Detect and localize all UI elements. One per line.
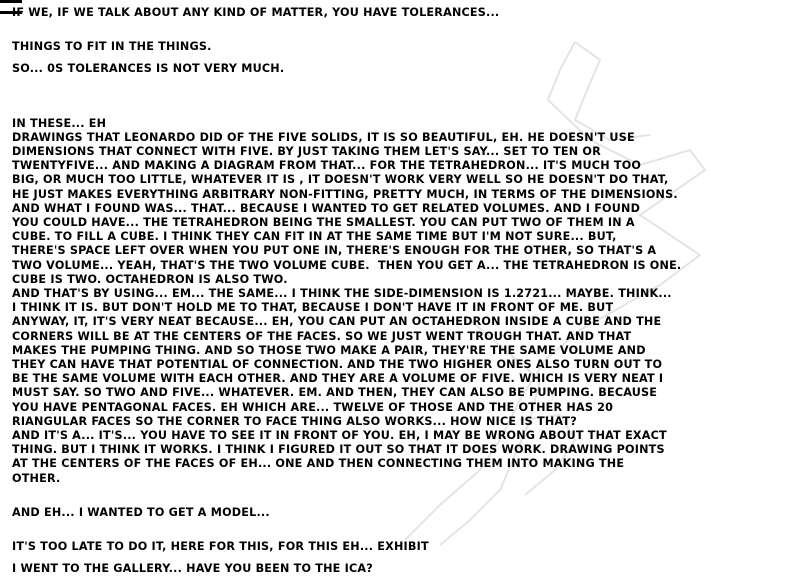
paragraph-tolerances: IF WE, IF WE TALK ABOUT ANY KIND OF MATTER, YOU HAVE TOLERANCES... xyxy=(12,6,500,19)
paragraph-gallery: I WENT TO THE GALLERY... HAVE YOU BEEN TO THE ICA? xyxy=(12,562,373,576)
paragraph-get-a-model: AND EH... I WANTED TO GET A MODEL... xyxy=(12,505,270,519)
paragraph-things-to-fit: THINGS TO FIT IN THE THINGS. xyxy=(12,40,212,54)
paragraph-leonardo-solids: IN THESE... EH DRAWINGS THAT LEONARDO DID OF THE FIVE SOLIDS, IT IS SO BEAUTIFUL, EH. HE DOESN'T USE DIMENSIONS THAT CONNECT WITH FIVE. BY JUST TAKING THEM LET'S SAY... SET TO TEN OR TWENTYFIVE... AND MAKING A DIAGRAM FROM THAT... FOR THE TETRAHEDRON... IT'S MUCH TOO BIG, OR MUCH TOO LITTLE, WHATEVER IT IS , IT DOESN'T WORK VERY WELL SO HE DOESN'T DO THAT, HE JUST MAKES EVERYTHING ARBITRARY NON-FITTING, PRETTY MUCH, IN TERMS OF THE DIMENSIONS. AND WHAT I FOUND WAS... THAT... BECAUSE I WANTED TO GET RELATED VOLUMES. AND I FOUND YOU COULD HAVE... THE TETRAHEDRON BEING THE SMALLEST. YOU CAN PUT TWO OF THEM IN A CUBE. TO FILL A CUBE. I THINK THEY CAN FIT IN AT THE SAME TIME BUT I'M NOT SURE... BUT, THERE'S SPACE LEFT OVER WHEN YOU PUT ONE IN, THERE'S ENOUGH FOR THE OTHER, SO THAT'S A TWO VOLUME... YEAH, THAT'S THE TWO VOLUME CUBE. THEN YOU GET A... THE TETRAHEDRON IS ONE. CUBE IS TWO. OCTAHEDRON IS ALSO TWO. AND THAT'S BY USING... EM... THE SAME... I THINK THE SIDE-DIMENSION IS 1.2721... MAYBE. THINK... I THINK IT IS. BUT DON'T HOLD ME TO THAT, BECAUSE I DON'T HAVE IT IN FRONT OF ME. BUT ANYWAY, IT, IT'S VERY NEAT BECAUSE... EH, YOU CAN PUT AN OCTAHEDRON INSIDE A CUBE AND THE CORNERS WILL BE AT THE CENTERS OF THE FACES. SO WE JUST WENT TROUGH THAT. AND THAT MAKES THE PUMPING THING. AND SO THOSE TWO MAKE A PAIR, THEY'RE THE SAME VOLUME AND THEY CAN HAVE THAT POTENTIAL OF CONNECTION. AND THE TWO HIGHER ONES ALSO TURN OUT TO BE THE SAME VOLUME WITH EACH OTHER. AND THEY ARE A VOLUME OF FIVE. WHICH IS VERY NEAT I MUST SAY. SO TWO AND FIVE... WHATEVER. EM. AND THEN, THEY CAN ALSO BE PUMPING. BECAUSE YOU HAVE PENTAGONAL FACES. EH WHICH ARE... TWELVE OF THOSE AND THE OTHER HAS 20 RIANGULAR FACES SO THE CORNER TO FACE THING ALSO WORKS... HOW NICE IS THAT? AND IT'S A... IT'S... YOU HAVE TO SEE IT IN FRONT OF YOU. EH, I MAY BE WRONG ABOUT THAT EXACT THING. BUT I THINK IT WORKS. I THINK I FIGURED IT OUT SO THAT IT DOES WORK. DRAWING POINTS AT THE CENTERS OF THE FACES OF EH... ONE AND THEN CONNECTING THEM INTO MAKING THE OTHER. xyxy=(12,116,682,485)
transcript-document xyxy=(12,6,794,577)
paragraph-not-very-much: SO... 0S TOLERANCES IS NOT VERY MUCH. xyxy=(12,62,285,76)
paragraph-too-late: IT'S TOO LATE TO DO IT, HERE FOR THIS, FOR THIS EH... EXHIBIT xyxy=(12,540,429,554)
